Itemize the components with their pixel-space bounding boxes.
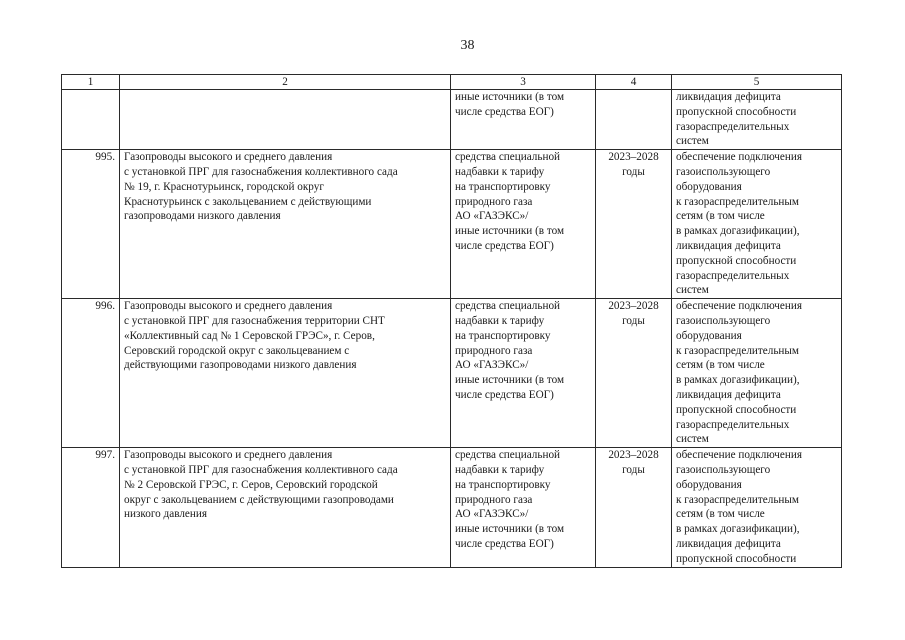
page-number: 38 — [460, 38, 475, 53]
row-period — [596, 90, 672, 150]
row-period: 2023–2028 годы — [596, 299, 672, 448]
row-period: 2023–2028 годы — [596, 150, 672, 299]
row-funding-source: иные источники (в том числе средства ЕОГ) — [451, 90, 596, 150]
row-object-name: Газопроводы высокого и среднего давления с установкой ПРГ для газоснабжения коллективного сада № 19, г. Краснотурьинск, городской округ Краснотурьинск с закольцеванием с действующими газопроводами низкого давления — [120, 150, 451, 299]
table-row — [62, 448, 842, 567]
row-funding-source: средства специальной надбавки к тарифу на транспортировку природного газа АО «ГАЗЭКС»/ иные источники (в том числе средства ЕОГ) — [451, 448, 596, 567]
column-header-number: 1 — [62, 75, 120, 90]
table-header-row — [62, 75, 842, 90]
investment-program-table — [61, 74, 842, 568]
row-funding-source: средства специальной надбавки к тарифу на транспортировку природного газа АО «ГАЗЭКС»/ иные источники (в том числе средства ЕОГ) — [451, 150, 596, 299]
row-number: 996. — [62, 299, 120, 448]
row-funding-source: средства специальной надбавки к тарифу на транспортировку природного газа АО «ГАЗЭКС»/ иные источники (в том числе средства ЕОГ) — [451, 299, 596, 448]
column-header-period: 4 — [596, 75, 672, 90]
row-purpose: ликвидация дефицита пропускной способности газораспределительных систем — [672, 90, 842, 150]
row-object-name: Газопроводы высокого и среднего давления с установкой ПРГ для газоснабжения коллективного сада № 2 Серовской ГРЭС, г. Серов, Серовский городской округ с закольцеванием с действующими газопроводами низкого давления — [120, 448, 451, 567]
row-number: 995. — [62, 150, 120, 299]
column-header-purpose: 5 — [672, 75, 842, 90]
table-row-continuation — [62, 90, 842, 150]
row-purpose: обеспечение подключения газоиспользующего оборудования к газораспределительным сетям (в том числе в рамках догазификации), ликвидация дефицита пропускной способности газораспределительных систем — [672, 299, 842, 448]
column-header-name: 2 — [120, 75, 451, 90]
column-header-source: 3 — [451, 75, 596, 90]
row-object-name: Газопроводы высокого и среднего давления с установкой ПРГ для газоснабжения территории СНТ «Коллективный сад № 1 Серовской ГРЭС», г. Серов, Серовский городской округ с закольцеванием с действующими газопроводами низкого давления — [120, 299, 451, 448]
row-purpose: обеспечение подключения газоиспользующего оборудования к газораспределительным сетям (в том числе в рамках догазификации), ликвидация дефицита пропускной способности — [672, 448, 842, 567]
row-number: 997. — [62, 448, 120, 567]
table-row — [62, 299, 842, 448]
row-period: 2023–2028 годы — [596, 448, 672, 567]
row-purpose: обеспечение подключения газоиспользующего оборудования к газораспределительным сетям (в том числе в рамках догазификации), ликвидация дефицита пропускной способности газораспределительных систем — [672, 150, 842, 299]
table-row — [62, 150, 842, 299]
row-number — [62, 90, 120, 150]
row-object-name — [120, 90, 451, 150]
